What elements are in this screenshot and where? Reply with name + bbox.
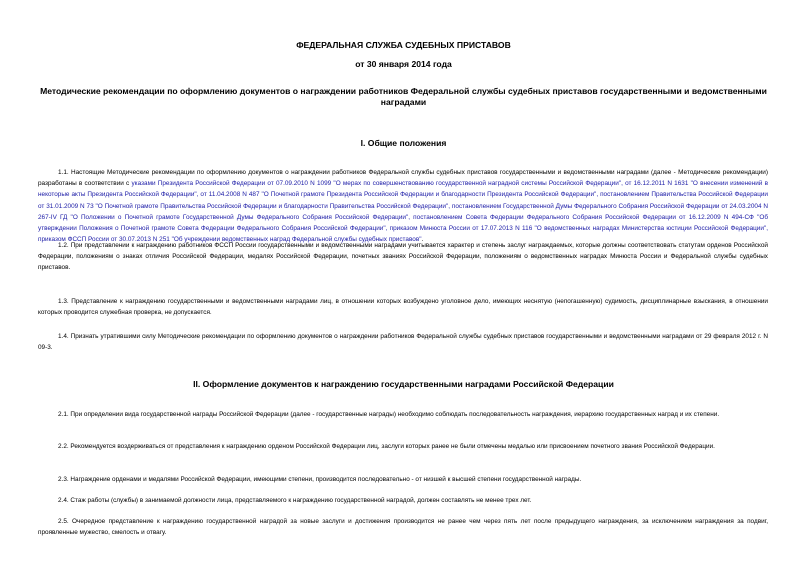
paragraph-1-1-text-b: .	[421, 236, 424, 244]
paragraph-1-1	[38, 167, 768, 245]
paragraph-1-4: 1.4. Признать утратившими силу Методические рекомендации по оформлению документов о награждении работников Федеральной службы судебных приставов государственными и ведомственными наградами от 29 февраля 2012 г. N 09-3.	[38, 333, 768, 352]
section-2-heading: II. Оформление документов к награждению государственными наградами Российской Федерации	[193, 379, 614, 389]
document-title: Методические рекомендации по оформлению документов о награждении работников Федеральной службы судебных приставов государственными и ведомственными наградами	[40, 86, 767, 107]
section-1-heading: I. Общие положения	[360, 138, 447, 148]
document-date: от 30 января 2014 года	[355, 59, 452, 69]
paragraph-1-3: 1.3. Представление к награждению государственными и ведомственными наградами лиц, в отношении которых возбуждено уголовное дело, имеющих неснятую (непогашенную) судимость, дисциплинарные взыскания, в отношении которых проводится служебная проверка, не допускается.	[38, 298, 768, 317]
paragraph-2-2: 2.2. Рекомендуется воздерживаться от представления к награждению орденом Российской Федерации лиц, заслуги которых ранее не были отмечены медалью или присвоением почетного звания Российской Федерации.	[58, 443, 715, 450]
legal-acts-link[interactable]: указами Президента Российской Федерации от 07.09.2010 N 1099 "О мерах по совершенствованию государственной наградной системы Российской Федерации", от 16.12.2011 N 1631 "О внесении изменений в некоторые акты Президента Российской Федерации", от 11.04.2008 N 487 "О Почетной грамоте Президента Российской Федерации и благодарности Президента Российской Федерации", постановлением Правительства Российской Федерации от 31.01.2009 N 73 "О Почетной грамоте Правительства Российской Федерации и благодарности Правительства Российской Федерации", постановлением Государственной Думы Федерального Собрания Российской Федерации от 24.03.2004 N 267-IV ГД "О Положении о Почетной грамоте Государственной Думы Федерального Собрания Российской Федерации", постановлением Совета Федерации Федерального Собрания Российской Федерации от 16.12.2009 N 494-СФ "Об утверждении Положения о Почетной грамоте Совета Федерации Федерального Собрания Российской Федерации", приказом Минюста России от 17.07.2013 N 116 "О ведомственных наградах Министерства юстиции Российской Федерации", приказом ФССП России от 30.07.2013 N 251 "Об учреждении ведомственных наград Федеральной службы судебных приставов"	[38, 180, 768, 244]
paragraph-2-3: 2.3. Награждение орденами и медалями Российской Федерации, имеющими степени, производится последовательно - от низшей к высшей степени государственной награды.	[58, 476, 582, 483]
paragraph-1-1-text-a: 1.1. Настоящие Методические рекомендации по оформлению документов о награждении работников Федеральной службы судебных приставов государственными и ведомственными наградами (далее - Методические рекомендации) разработаны в соответствии с	[38, 169, 768, 188]
paragraph-1-2: 1.2. При представлении к награждению работников ФССП России государственными и ведомственными наградами учитывается характер и степень заслуг награждаемых, которые должны соответствовать статутам орденов Российской Федерации, положениям о знаках отличия Российской Федерации, медалях Российской Федерации, почетных званиях Российской Федерации, положениям о ведомственных наградах Минюста России и Федеральной службы судебных приставов.	[38, 242, 768, 272]
paragraph-2-4: 2.4. Стаж работы (службы) в занимаемой должности лица, представляемого к награждению государственной наградой, должен составлять не менее трех лет.	[58, 497, 532, 504]
agency-name: ФЕДЕРАЛЬНАЯ СЛУЖБА СУДЕБНЫХ ПРИСТАВОВ	[296, 40, 511, 50]
paragraph-2-1: 2.1. При определении вида государственной награды Российской Федерации (далее - государственные награды) необходимо соблюдать последовательность награждения, иерархию государственных наград и их степени.	[58, 411, 720, 418]
paragraph-2-5: 2.5. Очередное представление к награждению государственной наградой за новые заслуги и достижения производится не ранее чем через пять лет после предыдущего награждения, за исключением награждения за подвиг, проявленные мужество, смелость и отвагу.	[38, 518, 768, 537]
